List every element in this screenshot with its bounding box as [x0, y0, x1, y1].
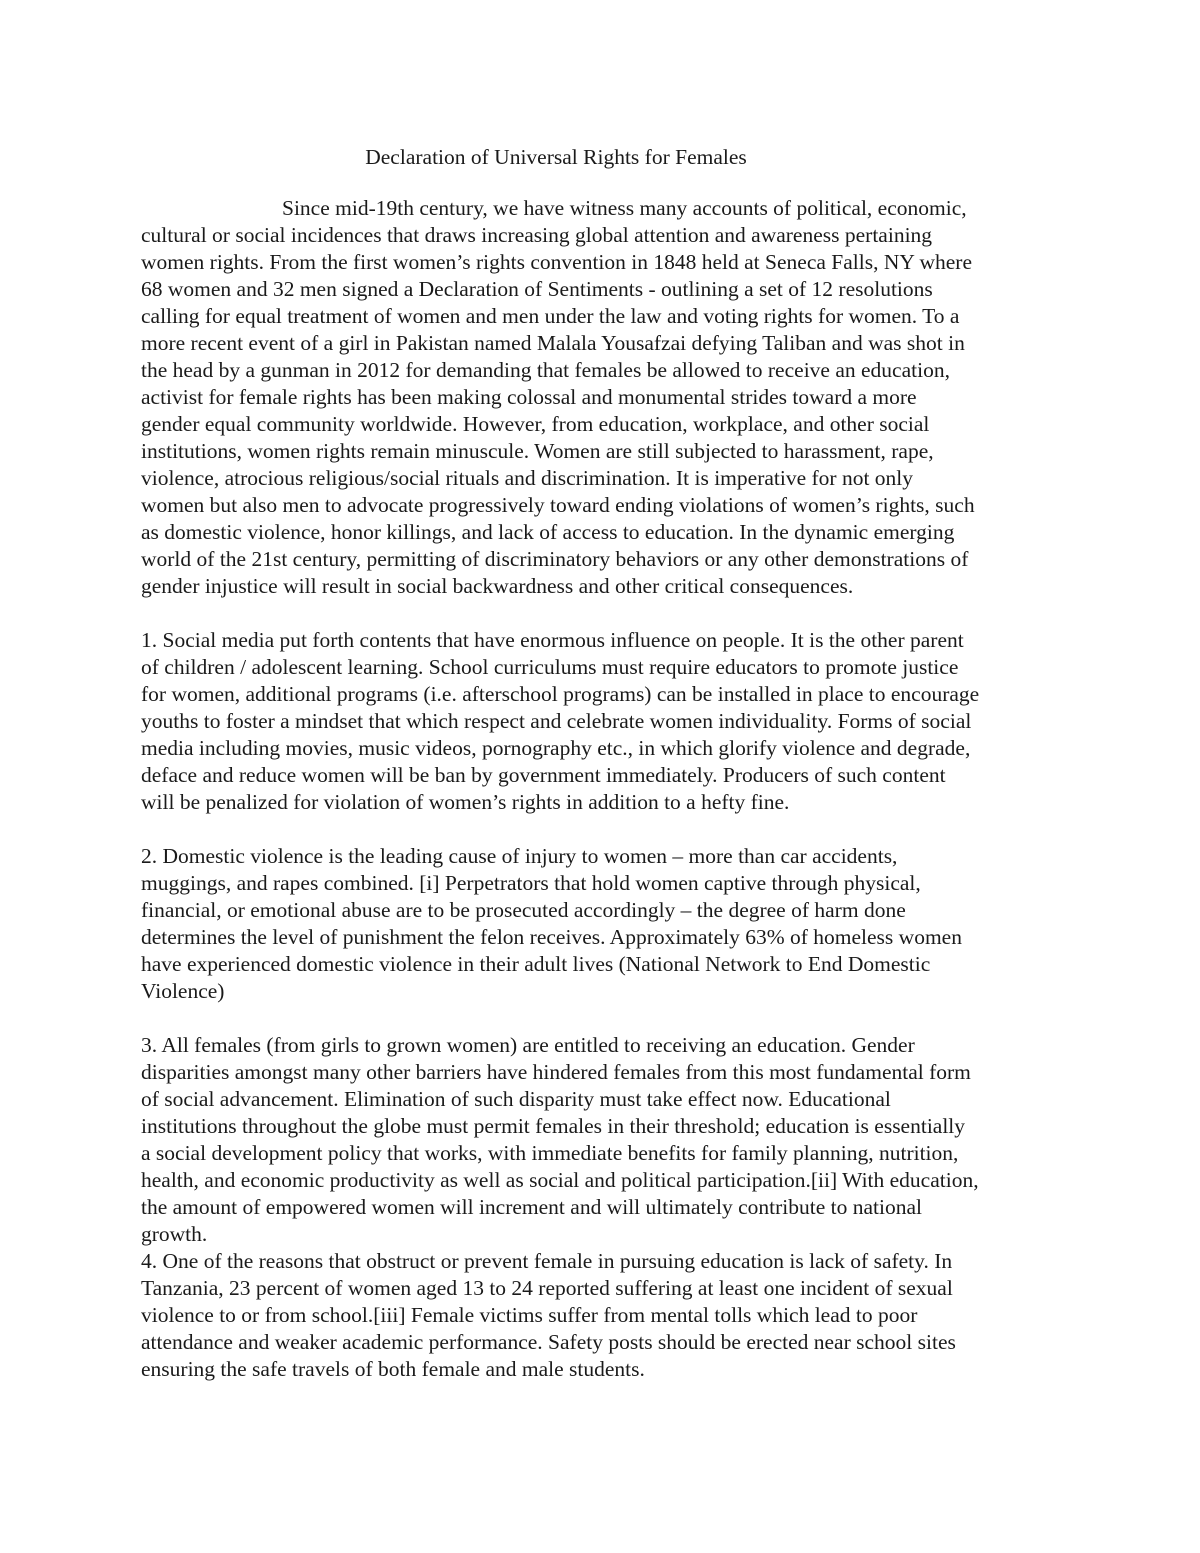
paragraph-line: muggings, and rapes combined. [i] Perpetrators that hold women captive through physical,: [141, 871, 921, 895]
list-item-3: [141, 1032, 1071, 1248]
paragraph-line: violence to or from school.[iii] Female victims suffer from mental tolls which lead to poor: [141, 1303, 918, 1327]
paragraph-line: institutions throughout the globe must permit females in their threshold; education is essentially: [141, 1114, 966, 1138]
paragraph-line: institutions, women rights remain minuscule. Women are still subjected to harassment, rape,: [141, 439, 934, 463]
paragraph-line: media including movies, music videos, pornography etc., in which glorify violence and degrade,: [141, 736, 971, 760]
paragraph-line: of social advancement. Elimination of such disparity must take effect now. Educational: [141, 1087, 891, 1111]
paragraph-line: for women, additional programs (i.e. afterschool programs) can be installed in place to encourage: [141, 682, 980, 706]
list-item-4: [141, 1248, 1071, 1383]
paragraph-line: determines the level of punishment the felon receives. Approximately 63% of homeless women: [141, 925, 962, 949]
paragraph-line: ensuring the safe travels of both female and male students.: [141, 1357, 645, 1381]
paragraph-line: financial, or emotional abuse are to be prosecuted accordingly – the degree of harm done: [141, 898, 906, 922]
paragraph-gap: [141, 816, 1071, 843]
paragraph-line: gender equal community worldwide. However, from education, workplace, and other social: [141, 412, 930, 436]
document-title: Declaration of Universal Rights for Females: [365, 145, 747, 169]
paragraph-line: will be penalized for violation of women’s rights in addition to a hefty fine.: [141, 790, 790, 814]
paragraph-line: violence, atrocious religious/social rituals and discrimination. It is imperative for not only: [141, 466, 914, 490]
paragraph-line: more recent event of a girl in Pakistan named Malala Yousafzai defying Taliban and was shot in: [141, 331, 965, 355]
paragraph-line: the amount of empowered women will increment and will ultimately contribute to national: [141, 1195, 922, 1219]
paragraph-line: Tanzania, 23 percent of women aged 13 to 24 reported suffering at least one incident of sexual: [141, 1276, 953, 1300]
paragraph-line: gender injustice will result in social backwardness and other critical consequences.: [141, 574, 854, 598]
paragraph-line: disparities amongst many other barriers have hindered females from this most fundamental form: [141, 1060, 971, 1084]
paragraph-line: world of the 21st century, permitting of discriminatory behaviors or any other demonstrations of: [141, 547, 969, 571]
paragraph-gap: [141, 600, 1071, 627]
paragraph-line: Since mid-19th century, we have witness many accounts of political, economic,: [282, 196, 967, 220]
paragraph-line: women but also men to advocate progressively toward ending violations of women’s rights, such: [141, 493, 975, 517]
paragraph-line: have experienced domestic violence in their adult lives (National Network to End Domestic: [141, 952, 931, 976]
paragraph-line: the head by a gunman in 2012 for demanding that females be allowed to receive an education,: [141, 358, 950, 382]
paragraph-line: 68 women and 32 men signed a Declaration of Sentiments - outlining a set of 12 resolutions: [141, 277, 933, 301]
paragraph-line: deface and reduce women will be ban by government immediately. Producers of such content: [141, 763, 946, 787]
paragraph-line: as domestic violence, honor killings, and lack of access to education. In the dynamic emerging: [141, 520, 955, 544]
paragraph-line: Violence): [141, 979, 225, 1003]
paragraph-line: 4. One of the reasons that obstruct or prevent female in pursuing education is lack of safety. In: [141, 1249, 953, 1273]
paragraph-line: a social development policy that works, with immediate benefits for family planning, nutrition,: [141, 1141, 959, 1165]
paragraph-line: 1. Social media put forth contents that have enormous influence on people. It is the other parent: [141, 628, 964, 652]
paragraph-line: attendance and weaker academic performance. Safety posts should be erected near school sites: [141, 1330, 956, 1354]
paragraph-line: activist for female rights has been making colossal and monumental strides toward a more: [141, 385, 917, 409]
paragraph-line: calling for equal treatment of women and men under the law and voting rights for women. To a: [141, 304, 960, 328]
paragraph-line: youths to foster a mindset that which respect and celebrate women individuality. Forms of social: [141, 709, 972, 733]
paragraph-line: cultural or social incidences that draws increasing global attention and awareness pertaining: [141, 223, 933, 247]
list-item-1: [141, 627, 1071, 816]
list-item-2: [141, 843, 1071, 1005]
intro-paragraph: [141, 195, 1071, 600]
paragraph-line: 2. Domestic violence is the leading cause of injury to women – more than car accidents,: [141, 844, 898, 868]
paragraph-line: 3. All females (from girls to grown women) are entitled to receiving an education. Gender: [141, 1033, 915, 1057]
document-text: [141, 195, 1071, 1383]
paragraph-line: growth.: [141, 1222, 208, 1246]
paragraph-line: health, and economic productivity as well as social and political participation.[ii] With education,: [141, 1168, 979, 1192]
paragraph-gap: [141, 1005, 1071, 1032]
paragraph-line: women rights. From the first women’s rights convention in 1848 held at Seneca Falls, NY where: [141, 250, 972, 274]
paragraph-line: of children / adolescent learning. School curriculums must require educators to promote justice: [141, 655, 959, 679]
